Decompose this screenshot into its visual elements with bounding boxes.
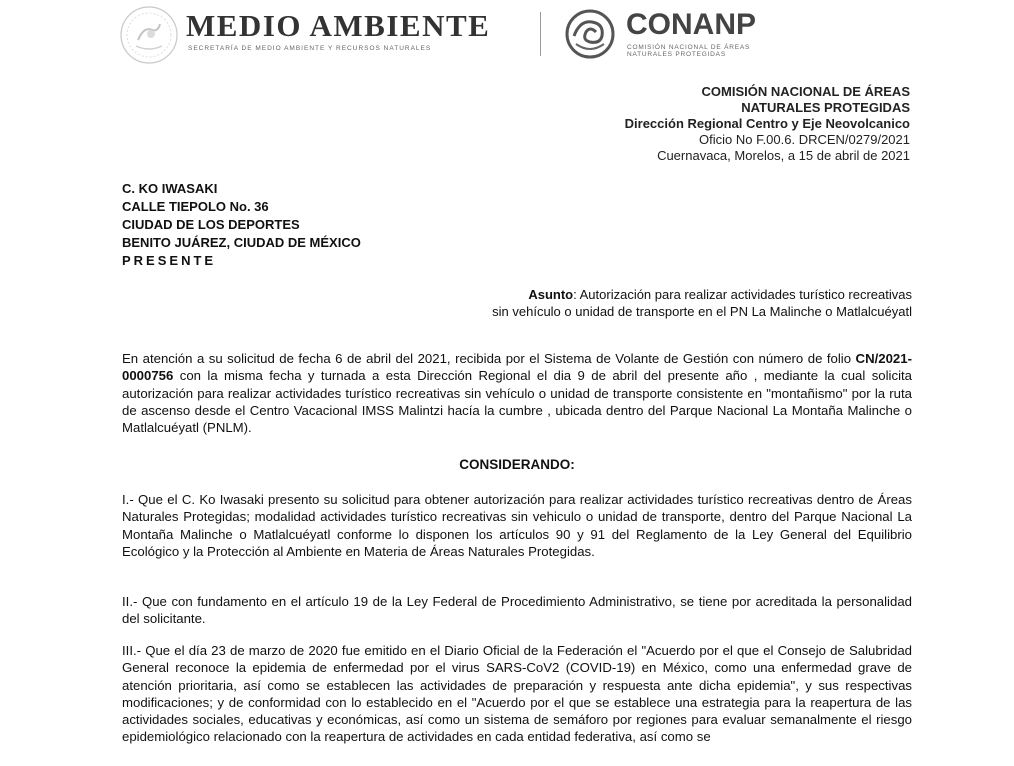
sender-block <box>625 84 910 164</box>
sender-direction: Dirección Regional Centro y Eje Neovolcanico <box>624 116 910 131</box>
considerando-item-1: I.- Que el C. Ko Iwasaki presento su solicitud para obtener autorización para realizar actividades turístico recreativas dentro de Áreas Naturales Protegidas; modalidad actividades turístico recreativas sin vehiculo o unidad de transporte, dentro del Parque Nacional La Montaña Malinche o Matlalcuéyatl conforme lo disponen los artículos 90 y 91 del Reglamento de la Ley General del Equilibrio Ecológico y la Protección al Ambiente en Materia de Áreas Naturales Protegidas. <box>122 492 912 559</box>
considerando-heading: CONSIDERANDO: <box>459 457 575 472</box>
conanp-subtitle <box>627 44 750 58</box>
subject-label: Asunto <box>528 287 574 302</box>
subject-line: Asunto: Autorización para realizar actividades turístico recreativas <box>528 287 912 302</box>
conanp-subtitle-line: COMISIÓN NACIONAL DE ÁREAS <box>627 44 751 51</box>
considerando-item-3: III.- Que el día 23 de marzo de 2020 fue emitido en el Diario Oficial de la Federación el "Acuerdo por el que el Consejo de Salubridad General reconoce la epidemia de enfermedad por el virus SARS-CoV2 (COVID-19) en México, como una enfermedad grave de atención prioritaria, así como se establecen las actividades de preparación y respuesta ante dicha epidemia", y sus respectivas modificaciones; y de conformidad con lo establecido en el "Acuerdo por el que se establece una estrategia para la reapertura de las actividades sociales, educativas y económicas, así como un sistema de semáforo por regiones para evaluar semanalmente el riesgo epidemiológico relacionado con la reapertura de actividades en cada entidad federativa, así como se <box>122 643 912 745</box>
sender-line: COMISIÓN NACIONAL DE ÁREAS <box>701 84 910 99</box>
national-seal-icon <box>118 4 180 66</box>
subject-block <box>492 286 912 320</box>
page-cutoff <box>0 756 1014 766</box>
conanp-logo-icon <box>560 8 620 60</box>
intro-text: En atención a su solicitud de fecha 6 de abril del 2021, recibida por el Sistema de Volante de Gestión con número de folio <box>122 351 856 366</box>
considerando-item-2: II.- Que con fundamento en el artículo 19 de la Ley Federal de Procedimiento Administrativo, se tiene por acreditada la personalidad del solicitante. <box>122 594 912 627</box>
sender-line: NATURALES PROTEGIDAS <box>741 100 910 115</box>
addressee-city: BENITO JUÁREZ, CIUDAD DE MÉXICO <box>122 235 361 250</box>
semarnat-title: MEDIO AMBIENTE <box>186 8 491 43</box>
letterhead <box>0 0 1014 70</box>
place-date: Cuernavaca, Morelos, a 15 de abril de 2021 <box>657 148 910 163</box>
folio-number: CN/2021-0000756 <box>122 351 912 384</box>
semarnat-subtitle: SECRETARÍA DE MEDIO AMBIENTE Y RECURSOS NATURALES <box>188 45 432 52</box>
subject-text-2: sin vehículo o unidad de transporte en el PN La Malinche o Matlalcuéyatl <box>492 304 912 319</box>
intro-text-2: con la misma fecha y turnada a esta Dirección Regional el dia 9 de abril del presente año , mediante la cual solicita autorización para realizar actividades turístico recreativas sin vehículo o unidad de transporte consistente en "montañismo" por la ruta de ascenso desde el Centro Vacacional IMSS Malintzi hacía la cumbre , ubicada dentro del Parque Nacional La Montaña Malinche o Matlalcuéyatl (PNLM). <box>122 368 912 436</box>
presente: PRESENTE <box>122 253 217 268</box>
addressee-name: C. KO IWASAKI <box>122 181 218 196</box>
addressee-street: CALLE TIEPOLO No. 36 <box>122 199 269 214</box>
oficio-number: Oficio No F.00.6. DRCEN/0279/2021 <box>699 132 910 147</box>
addressee-block <box>122 180 361 270</box>
addressee-neighborhood: CIUDAD DE LOS DEPORTES <box>122 217 300 232</box>
subject-text: Autorización para realizar actividades turístico recreativas <box>579 287 912 302</box>
intro-paragraph <box>122 350 912 436</box>
header-divider <box>540 12 541 56</box>
conanp-subtitle-line: NATURALES PROTEGIDAS <box>627 51 726 58</box>
conanp-title: CONANP <box>626 8 757 41</box>
